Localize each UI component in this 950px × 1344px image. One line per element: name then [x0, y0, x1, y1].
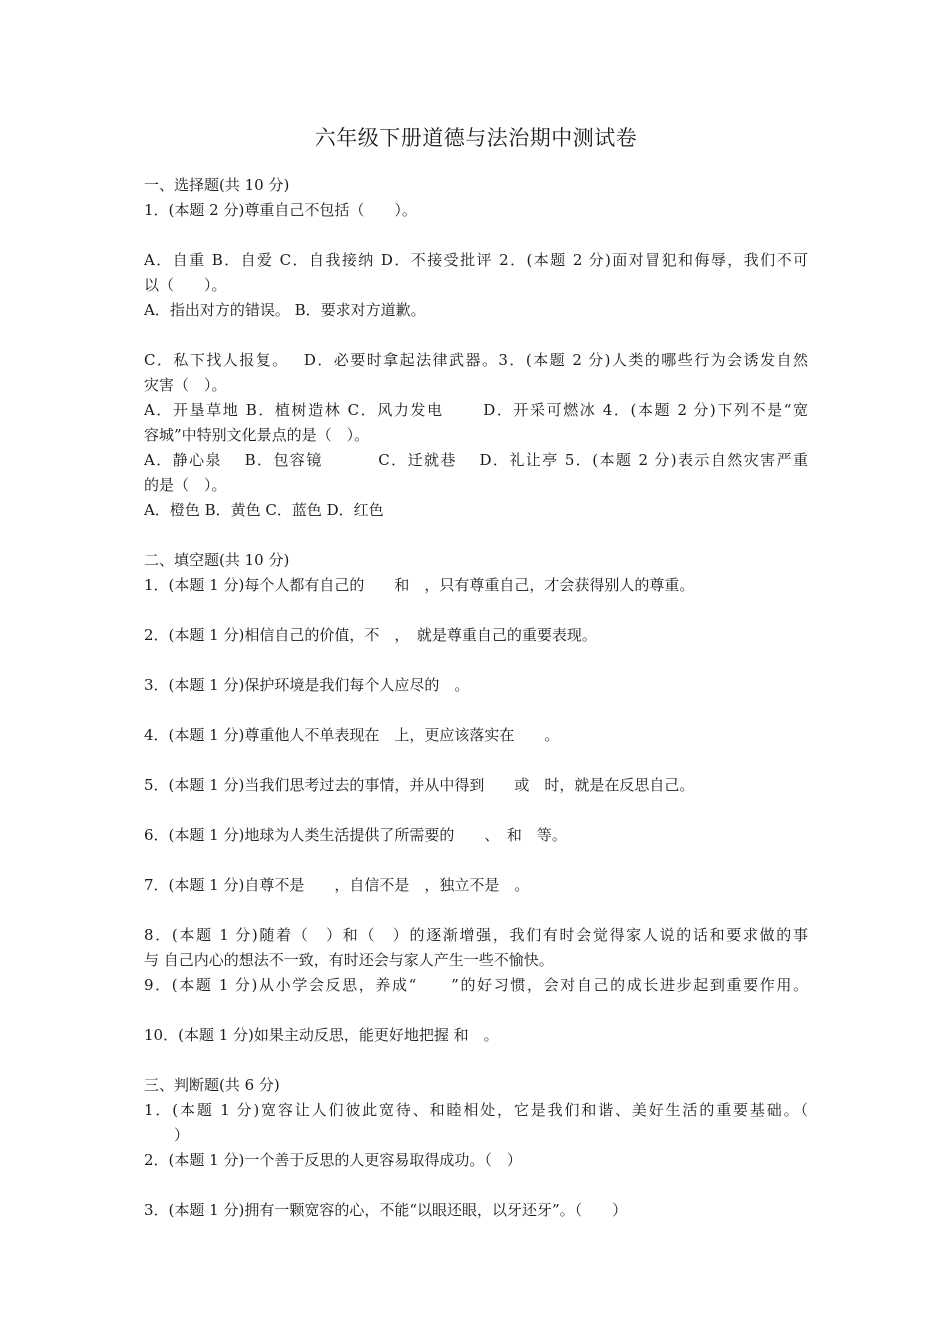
document-title: 六年级下册道德与法治期中测试卷: [314, 126, 638, 150]
text-line: 4．(本题 1 分)尊重他人不单表现在 上，更应该落实在 。: [144, 726, 560, 744]
text-line: 的是（ ）。: [144, 476, 227, 494]
document-body: [144, 173, 808, 1223]
text-line: 10．(本题 1 分)如果主动反思，能更好地把握 和 。: [144, 1026, 499, 1044]
text-line: C．私下找人报复。 D．必要时拿起法律武器。3．(本题 2 分)人类的哪些行为会诱发自然: [144, 351, 808, 369]
text-line: 灾害（ ）。: [144, 376, 227, 394]
blank-line: [144, 523, 808, 548]
text-line: 一、选择题(共 10 分): [144, 176, 290, 194]
text-line: 二、填空题(共 10 分): [144, 551, 290, 569]
text-line: 1．(本题 1 分)宽容让人们彼此宽待、和睦相处，它是我们和谐、美好生活的重要基础。（: [144, 1101, 808, 1119]
text-line: A．橙色 B．黄色 C．蓝色 D．红色: [144, 501, 384, 519]
text-line: 容城”中特别文化景点的是（ ）。: [144, 426, 370, 444]
text-line: 7．(本题 1 分)自尊不是 ，自信不是 ，独立不是 。: [144, 876, 530, 894]
blank-line: [144, 748, 808, 773]
blank-line: [144, 648, 808, 673]
blank-line: [144, 1173, 808, 1198]
text-line: A．开垦草地 B．植树造林 C．风力发电 D．开采可燃冰 4．(本题 2 分)下列不是“宽: [144, 401, 808, 419]
blank-line: [144, 1048, 808, 1073]
text-line: 1．(本题 1 分)每个人都有自己的 和 ，只有尊重自己，才会获得别人的尊重。: [144, 576, 695, 594]
text-line: A．自重 B．自爱 C．自我接纳 D．不接受批评 2．(本题 2 分)面对冒犯和侮辱，我们不可: [144, 251, 808, 269]
text-line: A．静心泉 B．包容镜 C．迁就巷 D．礼让亭 5．(本题 2 分)表示自然灾害严重: [144, 451, 808, 469]
text-line: 1．(本题 2 分)尊重自己不包括（ ）。: [144, 201, 417, 219]
text-line: A．指出对方的错误。 B．要求对方道歉。: [144, 301, 426, 319]
text-line: 三、判断题(共 6 分): [144, 1076, 280, 1094]
blank-line: [144, 848, 808, 873]
text-line: 5．(本题 1 分)当我们思考过去的事情，并从中得到 或 时，就是在反思自己。: [144, 776, 695, 794]
text-line: 与 自己内心的想法不一致，有时还会与家人产生一些不愉快。: [144, 951, 554, 969]
text-line: ）: [144, 1126, 190, 1144]
text-line: 3．(本题 1 分)拥有一颗宽容的心，不能“以眼还眼，以牙还牙”。（ ）: [144, 1201, 628, 1219]
blank-line: [144, 798, 808, 823]
blank-line: [144, 998, 808, 1023]
blank-line: [144, 323, 808, 348]
blank-line: [144, 223, 808, 248]
text-line: 6．(本题 1 分)地球为人类生活提供了所需要的 、 和 等。: [144, 826, 567, 844]
blank-line: [144, 898, 808, 923]
text-line: 2．(本题 1 分)一个善于反思的人更容易取得成功。（ ）: [144, 1151, 522, 1169]
text-line: 以（ ）。: [144, 276, 227, 294]
text-line: 9．(本题 1 分)从小学会反思，养成“ ”的好习惯，会对自己的成长进步起到重要作用。: [144, 976, 808, 994]
text-line: 3．(本题 1 分)保护环境是我们每个人应尽的 。: [144, 676, 470, 694]
text-line: 8．(本题 1 分)随着（ ）和（ ）的逐渐增强，我们有时会觉得家人说的话和要求做的事: [144, 926, 808, 944]
blank-line: [144, 698, 808, 723]
exam-page: [144, 0, 808, 1344]
blank-line: [144, 598, 808, 623]
text-line: 2．(本题 1 分)相信自己的价值，不 ， 就是尊重自己的重要表现。: [144, 626, 597, 644]
